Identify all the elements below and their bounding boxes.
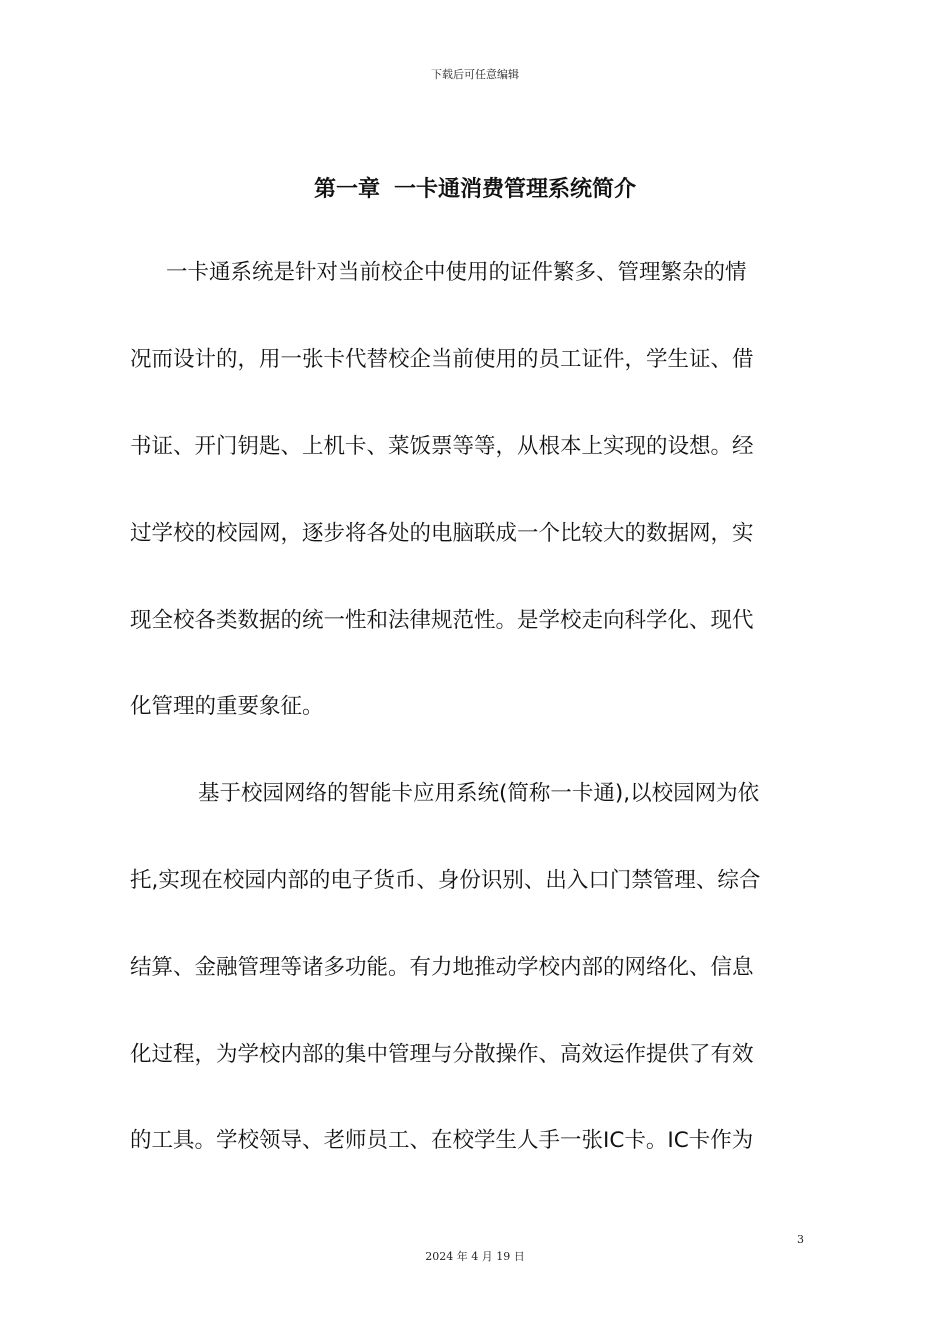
paragraph-2-line-3: 结算、金融管理等诸多功能。有力地推动学校内部的网络化、信息 — [130, 955, 754, 980]
paragraph-1-line-1: 一卡通系统是针对当前校企中使用的证件繁多、管理繁杂的情 — [166, 260, 747, 285]
chapter-number: 第一章 — [313, 177, 380, 202]
paragraph-1-line-6: 化管理的重要象征。 — [130, 694, 324, 719]
footer-date: 2024 年 4 月 19 日 — [425, 1250, 525, 1263]
paragraph-1-line-4: 过学校的校园网，逐步将各处的电脑联成一个比较大的数据网，实 — [130, 521, 754, 546]
chapter-title — [0, 172, 950, 203]
paragraph-1-line-3: 书证、开门钥匙、上机卡、菜饭票等等，从根本上实现的设想。经 — [130, 434, 754, 459]
paragraph-2-line-5: 的工具。学校领导、老师员工、在校学生人手一张IC卡。IC卡作为 — [130, 1128, 754, 1153]
paragraph-1-line-2: 况而设计的，用一张卡代替校企当前使用的员工证件，学生证、借 — [130, 347, 754, 372]
paragraph-2-line-2: 托,实现在校园内部的电子货币、身份识别、出入口门禁管理、综合 — [130, 868, 761, 893]
page-number: 3 — [797, 1233, 804, 1246]
paragraph-2-line-4: 化过程，为学校内部的集中管理与分散操作、高效运作提供了有效 — [130, 1042, 754, 1067]
paragraph-1-line-5: 现全校各类数据的统一性和法律规范性。是学校走向科学化、现代 — [130, 608, 754, 633]
page-header: 下载后可任意编辑 — [431, 68, 519, 81]
paragraph-2-line-1: 基于校园网络的智能卡应用系统(简称一卡通),以校园网为依 — [198, 781, 760, 806]
chapter-name: 一卡通消费管理系统简介 — [394, 177, 637, 202]
